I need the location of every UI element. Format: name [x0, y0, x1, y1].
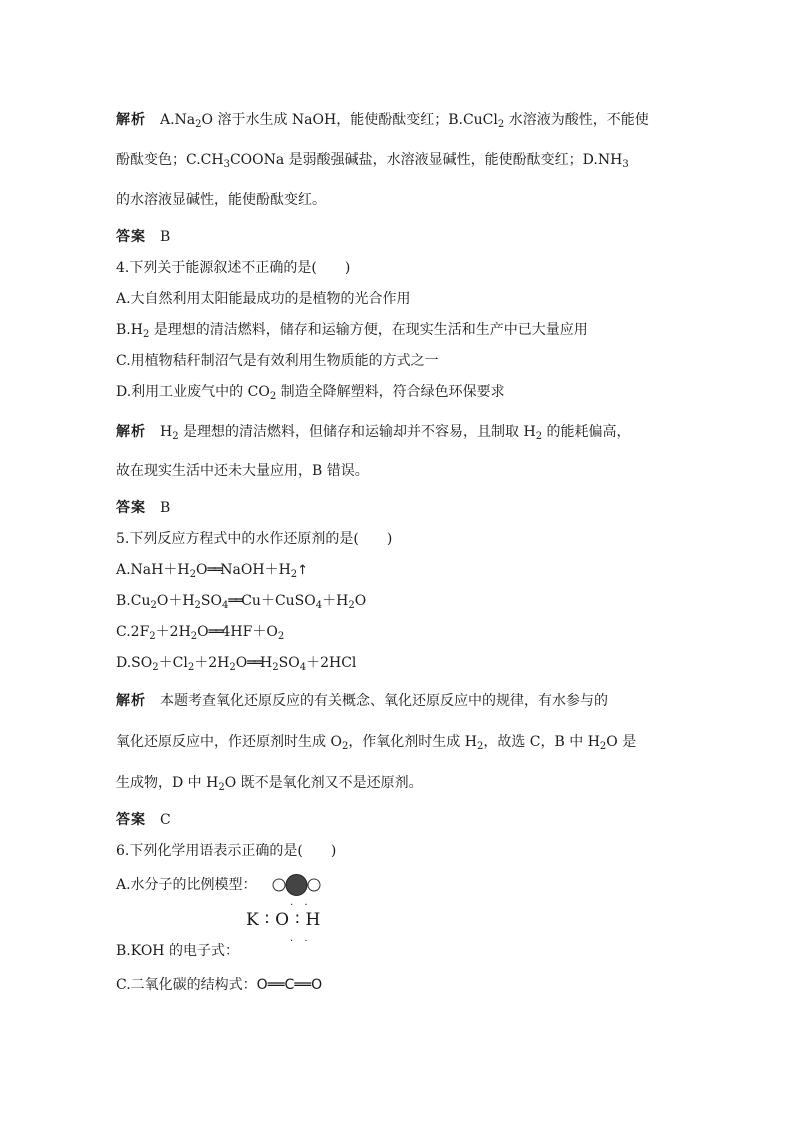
q3-analysis-line-3: 的水溶液显碱性，能使酚酞变红。 — [116, 192, 326, 208]
hydrogen-atom-left — [273, 879, 285, 891]
answer-label: 答案 — [116, 812, 146, 828]
q5-stem: 5.下列反应方程式中的水作还原剂的是( ) — [116, 531, 393, 547]
q6-stem: 6.下列化学用语表示正确的是( ) — [116, 843, 337, 859]
q5-analysis-line-2: 氧化还原反应中，作还原剂时生成 $O_2$，作氧化剂时生成 $H_2$，故选 C，B 中 $H_2O$ 是 — [116, 734, 637, 752]
electron-dots-top: · · — [290, 900, 312, 911]
equals-sign: ══ — [207, 562, 221, 578]
equals-sign: ══ — [208, 624, 222, 640]
co2-structural-formula: O══C══O — [256, 977, 323, 993]
analysis-label: 解析 — [116, 693, 146, 709]
electron-dots-bottom: · · — [290, 936, 312, 947]
q4-option-b: $B.H_2$ 是理想的清洁燃料，储存和运输方便，在现实生活和生产中已大量应用 — [116, 322, 588, 340]
hydrogen-atom-right — [308, 879, 320, 891]
q5-option-c: $C.2F_2+2H_2O══4HF+O_2$ — [116, 624, 285, 642]
answer-value: C — [160, 812, 171, 828]
q4-answer — [116, 498, 170, 518]
oxygen-atom — [286, 875, 307, 896]
q6-option-a: A.水分子的比例模型： — [116, 877, 257, 893]
q3-analysis-line-1: 解析 $A.Na_2O$ 溶于水生成 NaOH，能使酚酞变红；B.CuCl$_2$ 水溶液为酸性，不能使 — [116, 112, 649, 130]
answer-value: B — [160, 229, 171, 245]
q6-option-c: C.二氧化碳的结构式：O══C══O — [116, 977, 323, 993]
gas-arrow-icon: ↑ — [297, 563, 309, 578]
q5-option-d: $D.SO_2+Cl_2+2H_2O══H_2SO_4+2HCl$ — [116, 655, 357, 673]
water-space-filling-model-icon — [271, 874, 323, 896]
q3-answer — [116, 227, 170, 247]
q4-option-d: D.利用工业废气中的 $CO_2$ 制造全降解塑料，符合绿色环保要求 — [116, 384, 505, 402]
q4-option-a: A.大自然利用太阳能最成功的是植物的光合作用 — [116, 291, 411, 307]
koh-electron-formula: · · K∶O∶H · · — [246, 900, 327, 947]
equals-sign: ══ — [247, 655, 261, 671]
q6-option-b: B.KOH 的电子式： — [116, 943, 239, 959]
q5-analysis-line-1: 解析 本题考查氧化还原反应的有关概念、氧化还原反应中的规律，有水参与的 — [116, 693, 608, 709]
analysis-label: 解析 — [116, 424, 146, 440]
analysis-label: 解析 — [116, 112, 146, 128]
q4-analysis-line-1: 解析 $H_2$ 是理想的清洁燃料，但储存和运输却并不容易，且制取 $H_2$ 的能耗偏高， — [116, 424, 631, 442]
answer-label: 答案 — [116, 229, 146, 245]
q3-analysis-line-2: 酚酞变色；$C.CH_3COONa$ 是弱酸强碱盐，水溶液显碱性，能使酚酞变红；$D.NH_3$ — [116, 152, 629, 170]
q4-analysis-line-2: 故在现实生活中还未大量应用，B 错误。 — [116, 463, 369, 479]
answer-value: B — [160, 500, 171, 516]
q4-option-c: C.用植物秸秆制沼气是有效利用生物质能的方式之一 — [116, 353, 439, 369]
q5-option-a: $A.NaH+H_2O══NaOH+H_2↑$ — [116, 562, 309, 580]
q5-answer — [116, 810, 171, 830]
equals-sign: ══ — [228, 593, 242, 609]
answer-label: 答案 — [116, 500, 146, 516]
q4-stem: 4.下列关于能源叙述不正确的是( ) — [116, 260, 351, 276]
q5-option-b: $B.Cu_2O+H_2SO_4══Cu+CuSO_4+H_2O$ — [116, 593, 367, 611]
q5-analysis-line-3: 生成物，D 中 $H_2O$ 既不是氧化剂又不是还原剂。 — [116, 775, 423, 793]
